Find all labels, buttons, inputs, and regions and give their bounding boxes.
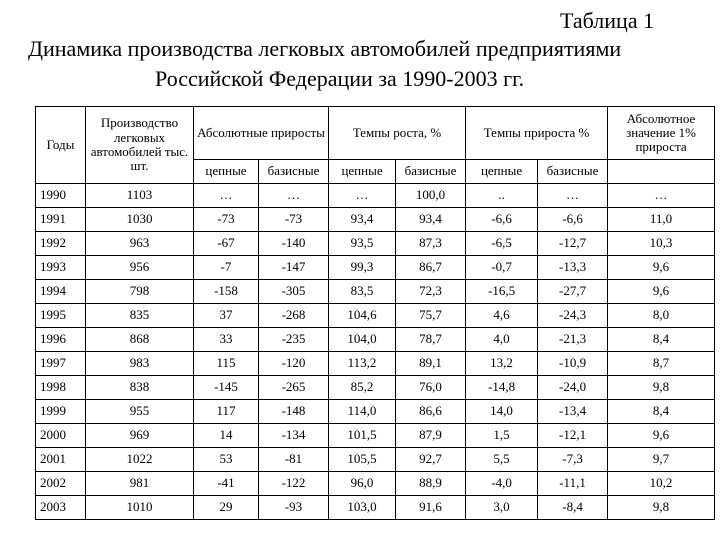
cell-abs-chain: 115	[194, 352, 259, 376]
data-table	[35, 106, 715, 520]
cell-abs-base: -73	[259, 208, 329, 232]
cell-increase-base: -11,1	[538, 472, 608, 496]
cell-abs-base: -268	[259, 304, 329, 328]
table-title-line1: Динамика производства легковых автомобилей предприятиями	[28, 36, 622, 61]
cell-production: 963	[86, 232, 194, 256]
table-row	[36, 376, 715, 400]
subheader-abs-chain: цепные	[194, 160, 259, 184]
cell-abs-value: 9,6	[608, 256, 715, 280]
subheader-empty	[608, 160, 715, 184]
header-years: Годы	[36, 107, 86, 184]
cell-increase-chain: 14,0	[466, 400, 538, 424]
cell-growth-chain: 85,2	[329, 376, 396, 400]
cell-abs-base: -134	[259, 424, 329, 448]
cell-abs-base: -81	[259, 448, 329, 472]
cell-growth-base: 92,7	[396, 448, 466, 472]
cell-year: 1999	[36, 400, 86, 424]
cell-increase-chain: -4,0	[466, 472, 538, 496]
cell-abs-value: 8,7	[608, 352, 715, 376]
cell-abs-base: -120	[259, 352, 329, 376]
cell-increase-base: -7,3	[538, 448, 608, 472]
cell-growth-chain: 101,5	[329, 424, 396, 448]
table-row	[36, 424, 715, 448]
cell-production: 838	[86, 376, 194, 400]
cell-abs-value: 9,6	[608, 424, 715, 448]
cell-abs-chain: 29	[194, 496, 259, 520]
table-row	[36, 400, 715, 424]
cell-abs-chain: -41	[194, 472, 259, 496]
subheader-abs-base: базисные	[259, 160, 329, 184]
cell-production: 983	[86, 352, 194, 376]
subheader-growth-base: базисные	[396, 160, 466, 184]
cell-increase-base: -8,4	[538, 496, 608, 520]
cell-growth-base: 75,7	[396, 304, 466, 328]
cell-increase-chain: 1,5	[466, 424, 538, 448]
cell-increase-chain: -16,5	[466, 280, 538, 304]
cell-year: 1991	[36, 208, 86, 232]
cell-production: 981	[86, 472, 194, 496]
cell-production: 969	[86, 424, 194, 448]
cell-abs-value: 9,7	[608, 448, 715, 472]
header-production: Производство легковых автомобилей тыс. шт.	[86, 107, 194, 184]
cell-increase-base: -27,7	[538, 280, 608, 304]
cell-increase-chain: -14,8	[466, 376, 538, 400]
cell-increase-base: -12,7	[538, 232, 608, 256]
cell-increase-base: -10,9	[538, 352, 608, 376]
cell-increase-chain: -6,5	[466, 232, 538, 256]
cell-abs-base: -147	[259, 256, 329, 280]
cell-year: 2001	[36, 448, 86, 472]
cell-production: 1022	[86, 448, 194, 472]
cell-growth-chain: 104,6	[329, 304, 396, 328]
cell-increase-base: -21,3	[538, 328, 608, 352]
cell-growth-chain: 114,0	[329, 400, 396, 424]
cell-increase-base: -13,4	[538, 400, 608, 424]
cell-abs-value: 9,6	[608, 280, 715, 304]
cell-increase-base: -24,3	[538, 304, 608, 328]
table-row	[36, 256, 715, 280]
cell-growth-base: 100,0	[396, 184, 466, 208]
subheader-growth-chain: цепные	[329, 160, 396, 184]
cell-abs-value: 9,8	[608, 376, 715, 400]
cell-increase-base: -12,1	[538, 424, 608, 448]
cell-abs-chain: 33	[194, 328, 259, 352]
table-number: Таблица 1	[560, 8, 655, 33]
cell-growth-chain: …	[329, 184, 396, 208]
table-row	[36, 280, 715, 304]
cell-growth-chain: 113,2	[329, 352, 396, 376]
cell-year: 2000	[36, 424, 86, 448]
cell-year: 1996	[36, 328, 86, 352]
cell-growth-base: 91,6	[396, 496, 466, 520]
cell-growth-chain: 83,5	[329, 280, 396, 304]
table-row	[36, 328, 715, 352]
table-row	[36, 472, 715, 496]
cell-production: 1103	[86, 184, 194, 208]
header-growth-rate: Темпы роста, %	[329, 107, 466, 160]
cell-abs-chain: -67	[194, 232, 259, 256]
cell-year: 1992	[36, 232, 86, 256]
cell-abs-value: 9,8	[608, 496, 715, 520]
cell-growth-base: 76,0	[396, 376, 466, 400]
cell-abs-value: 8,0	[608, 304, 715, 328]
cell-growth-chain: 96,0	[329, 472, 396, 496]
cell-abs-chain: 117	[194, 400, 259, 424]
cell-growth-base: 93,4	[396, 208, 466, 232]
cell-increase-chain: ..	[466, 184, 538, 208]
cell-growth-base: 86,7	[396, 256, 466, 280]
cell-year: 1998	[36, 376, 86, 400]
table-row	[36, 448, 715, 472]
cell-increase-base: …	[538, 184, 608, 208]
header-abs-growth: Абсолютные приросты	[194, 107, 329, 160]
cell-growth-chain: 104,0	[329, 328, 396, 352]
subheader-increase-base: базисные	[538, 160, 608, 184]
cell-production: 835	[86, 304, 194, 328]
cell-year: 1990	[36, 184, 86, 208]
table-row	[36, 304, 715, 328]
cell-year: 2002	[36, 472, 86, 496]
cell-year: 2003	[36, 496, 86, 520]
cell-growth-base: 88,9	[396, 472, 466, 496]
cell-increase-chain: -0,7	[466, 256, 538, 280]
header-abs-value: Абсолютное значение 1% прироста	[608, 107, 715, 160]
cell-abs-value: 8,4	[608, 328, 715, 352]
cell-abs-base: -148	[259, 400, 329, 424]
cell-production: 955	[86, 400, 194, 424]
cell-production: 1030	[86, 208, 194, 232]
cell-production: 798	[86, 280, 194, 304]
table-row	[36, 496, 715, 520]
cell-abs-base: -235	[259, 328, 329, 352]
cell-abs-chain: 53	[194, 448, 259, 472]
cell-abs-chain: …	[194, 184, 259, 208]
cell-increase-chain: -6,6	[466, 208, 538, 232]
cell-abs-value: 11,0	[608, 208, 715, 232]
cell-abs-chain: -7	[194, 256, 259, 280]
cell-abs-chain: 37	[194, 304, 259, 328]
cell-abs-base: …	[259, 184, 329, 208]
table-row	[36, 184, 715, 208]
cell-abs-value: …	[608, 184, 715, 208]
header-increase-rate: Темпы прироста %	[466, 107, 608, 160]
cell-growth-base: 87,9	[396, 424, 466, 448]
cell-abs-chain: -73	[194, 208, 259, 232]
cell-growth-chain: 105,5	[329, 448, 396, 472]
cell-increase-chain: 4,0	[466, 328, 538, 352]
cell-growth-base: 72,3	[396, 280, 466, 304]
cell-abs-chain: -145	[194, 376, 259, 400]
cell-year: 1995	[36, 304, 86, 328]
header-row	[36, 107, 715, 160]
cell-abs-base: -305	[259, 280, 329, 304]
cell-growth-base: 87,3	[396, 232, 466, 256]
cell-abs-value: 10,2	[608, 472, 715, 496]
cell-growth-base: 86,6	[396, 400, 466, 424]
cell-growth-base: 78,7	[396, 328, 466, 352]
cell-increase-chain: 5,5	[466, 448, 538, 472]
cell-abs-value: 8,4	[608, 400, 715, 424]
cell-production: 1010	[86, 496, 194, 520]
cell-growth-chain: 93,4	[329, 208, 396, 232]
cell-production: 956	[86, 256, 194, 280]
cell-growth-chain: 93,5	[329, 232, 396, 256]
cell-year: 1997	[36, 352, 86, 376]
cell-abs-base: -93	[259, 496, 329, 520]
cell-year: 1993	[36, 256, 86, 280]
subheader-increase-chain: цепные	[466, 160, 538, 184]
cell-growth-chain: 99,3	[329, 256, 396, 280]
cell-growth-chain: 103,0	[329, 496, 396, 520]
cell-increase-base: -6,6	[538, 208, 608, 232]
cell-abs-value: 10,3	[608, 232, 715, 256]
cell-increase-base: -24,0	[538, 376, 608, 400]
cell-year: 1994	[36, 280, 86, 304]
table-row	[36, 232, 715, 256]
cell-increase-chain: 3,0	[466, 496, 538, 520]
cell-abs-base: -265	[259, 376, 329, 400]
cell-growth-base: 89,1	[396, 352, 466, 376]
table-title-line2: Российской Федерации за 1990-2003 гг.	[155, 66, 525, 91]
cell-increase-base: -13,3	[538, 256, 608, 280]
cell-production: 868	[86, 328, 194, 352]
cell-abs-chain: -158	[194, 280, 259, 304]
cell-abs-chain: 14	[194, 424, 259, 448]
cell-abs-base: -122	[259, 472, 329, 496]
table-row	[36, 352, 715, 376]
cell-increase-chain: 4,6	[466, 304, 538, 328]
cell-abs-base: -140	[259, 232, 329, 256]
cell-increase-chain: 13,2	[466, 352, 538, 376]
table-row	[36, 208, 715, 232]
